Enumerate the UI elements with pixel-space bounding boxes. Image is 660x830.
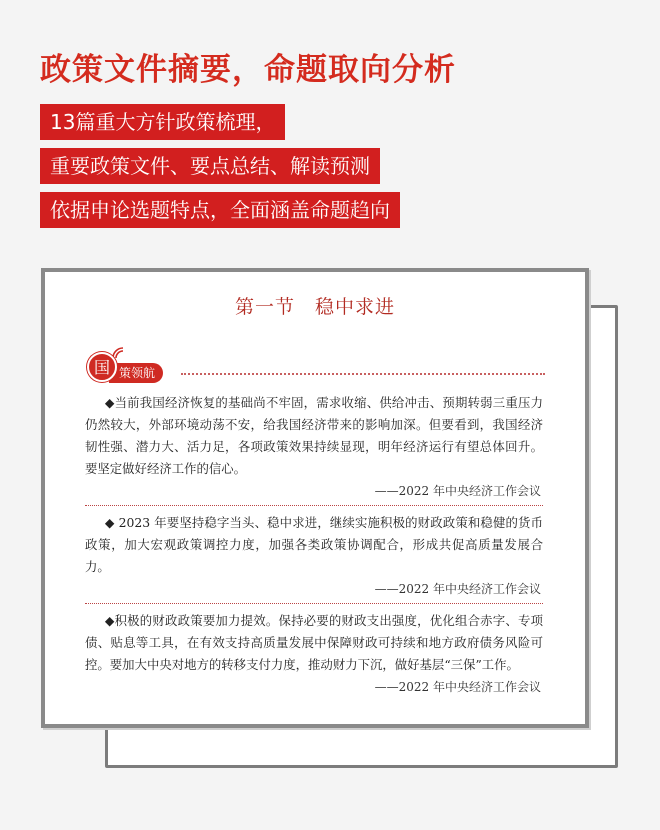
policy-paragraph-3: ◆积极的财政政策要加力提效。保持必要的财政支出强度，优化组合赤字、专项债、贴息等工具，在有效支持高质量发展中保障财政可持续和地方政府债务风险可控。要加大中央对地方的转移支付力度，推动财力下沉，做好基层“三保”工作。 xyxy=(85,613,543,672)
paragraph-divider xyxy=(85,505,543,506)
guide-badge-icon: 国 xyxy=(87,352,117,382)
tag-line-3: 依据申论选题特点，全面涵盖命题趋向 xyxy=(40,192,400,228)
policy-source-1: ——2022 年中央经济工作会议 xyxy=(374,484,541,498)
policy-source-2: ——2022 年中央经济工作会议 xyxy=(374,582,541,596)
policy-source-3: ——2022 年中央经济工作会议 xyxy=(374,680,541,694)
policy-body xyxy=(85,392,543,698)
paragraph-divider xyxy=(85,603,543,604)
headline: 政策文件摘要，命题取向分析 xyxy=(40,52,456,88)
section-title: 第一节 稳中求进 xyxy=(234,296,395,318)
tag-line-1: 13篇重大方针政策梳理， xyxy=(40,104,285,140)
tag-line-2: 重要政策文件、要点总结、解读预测 xyxy=(40,148,380,184)
policy-paragraph-2: ◆ 2023 年要坚持稳字当头、稳中求进，继续实施积极的财政政策和稳健的货币政策，加大宏观政策调控力度，加强各类政策协调配合，形成共促高质量发展合力。 xyxy=(85,515,543,574)
dotted-rule xyxy=(181,373,545,375)
policy-paragraph-1: ◆当前我国经济恢复的基础尚不牢固，需求收缩、供给冲击、预期转弱三重压力仍然较大，外部环境动荡不安，给我国经济带来的影响加深。但要看到，我国经济韧性强、潜力大、活力足，各项政策效果持续显现，明年经济运行有望总体回升。要坚定做好经济工作的信心。 xyxy=(85,395,543,476)
guide-badge-label: 策领航 xyxy=(109,363,163,383)
document-card xyxy=(41,268,589,728)
